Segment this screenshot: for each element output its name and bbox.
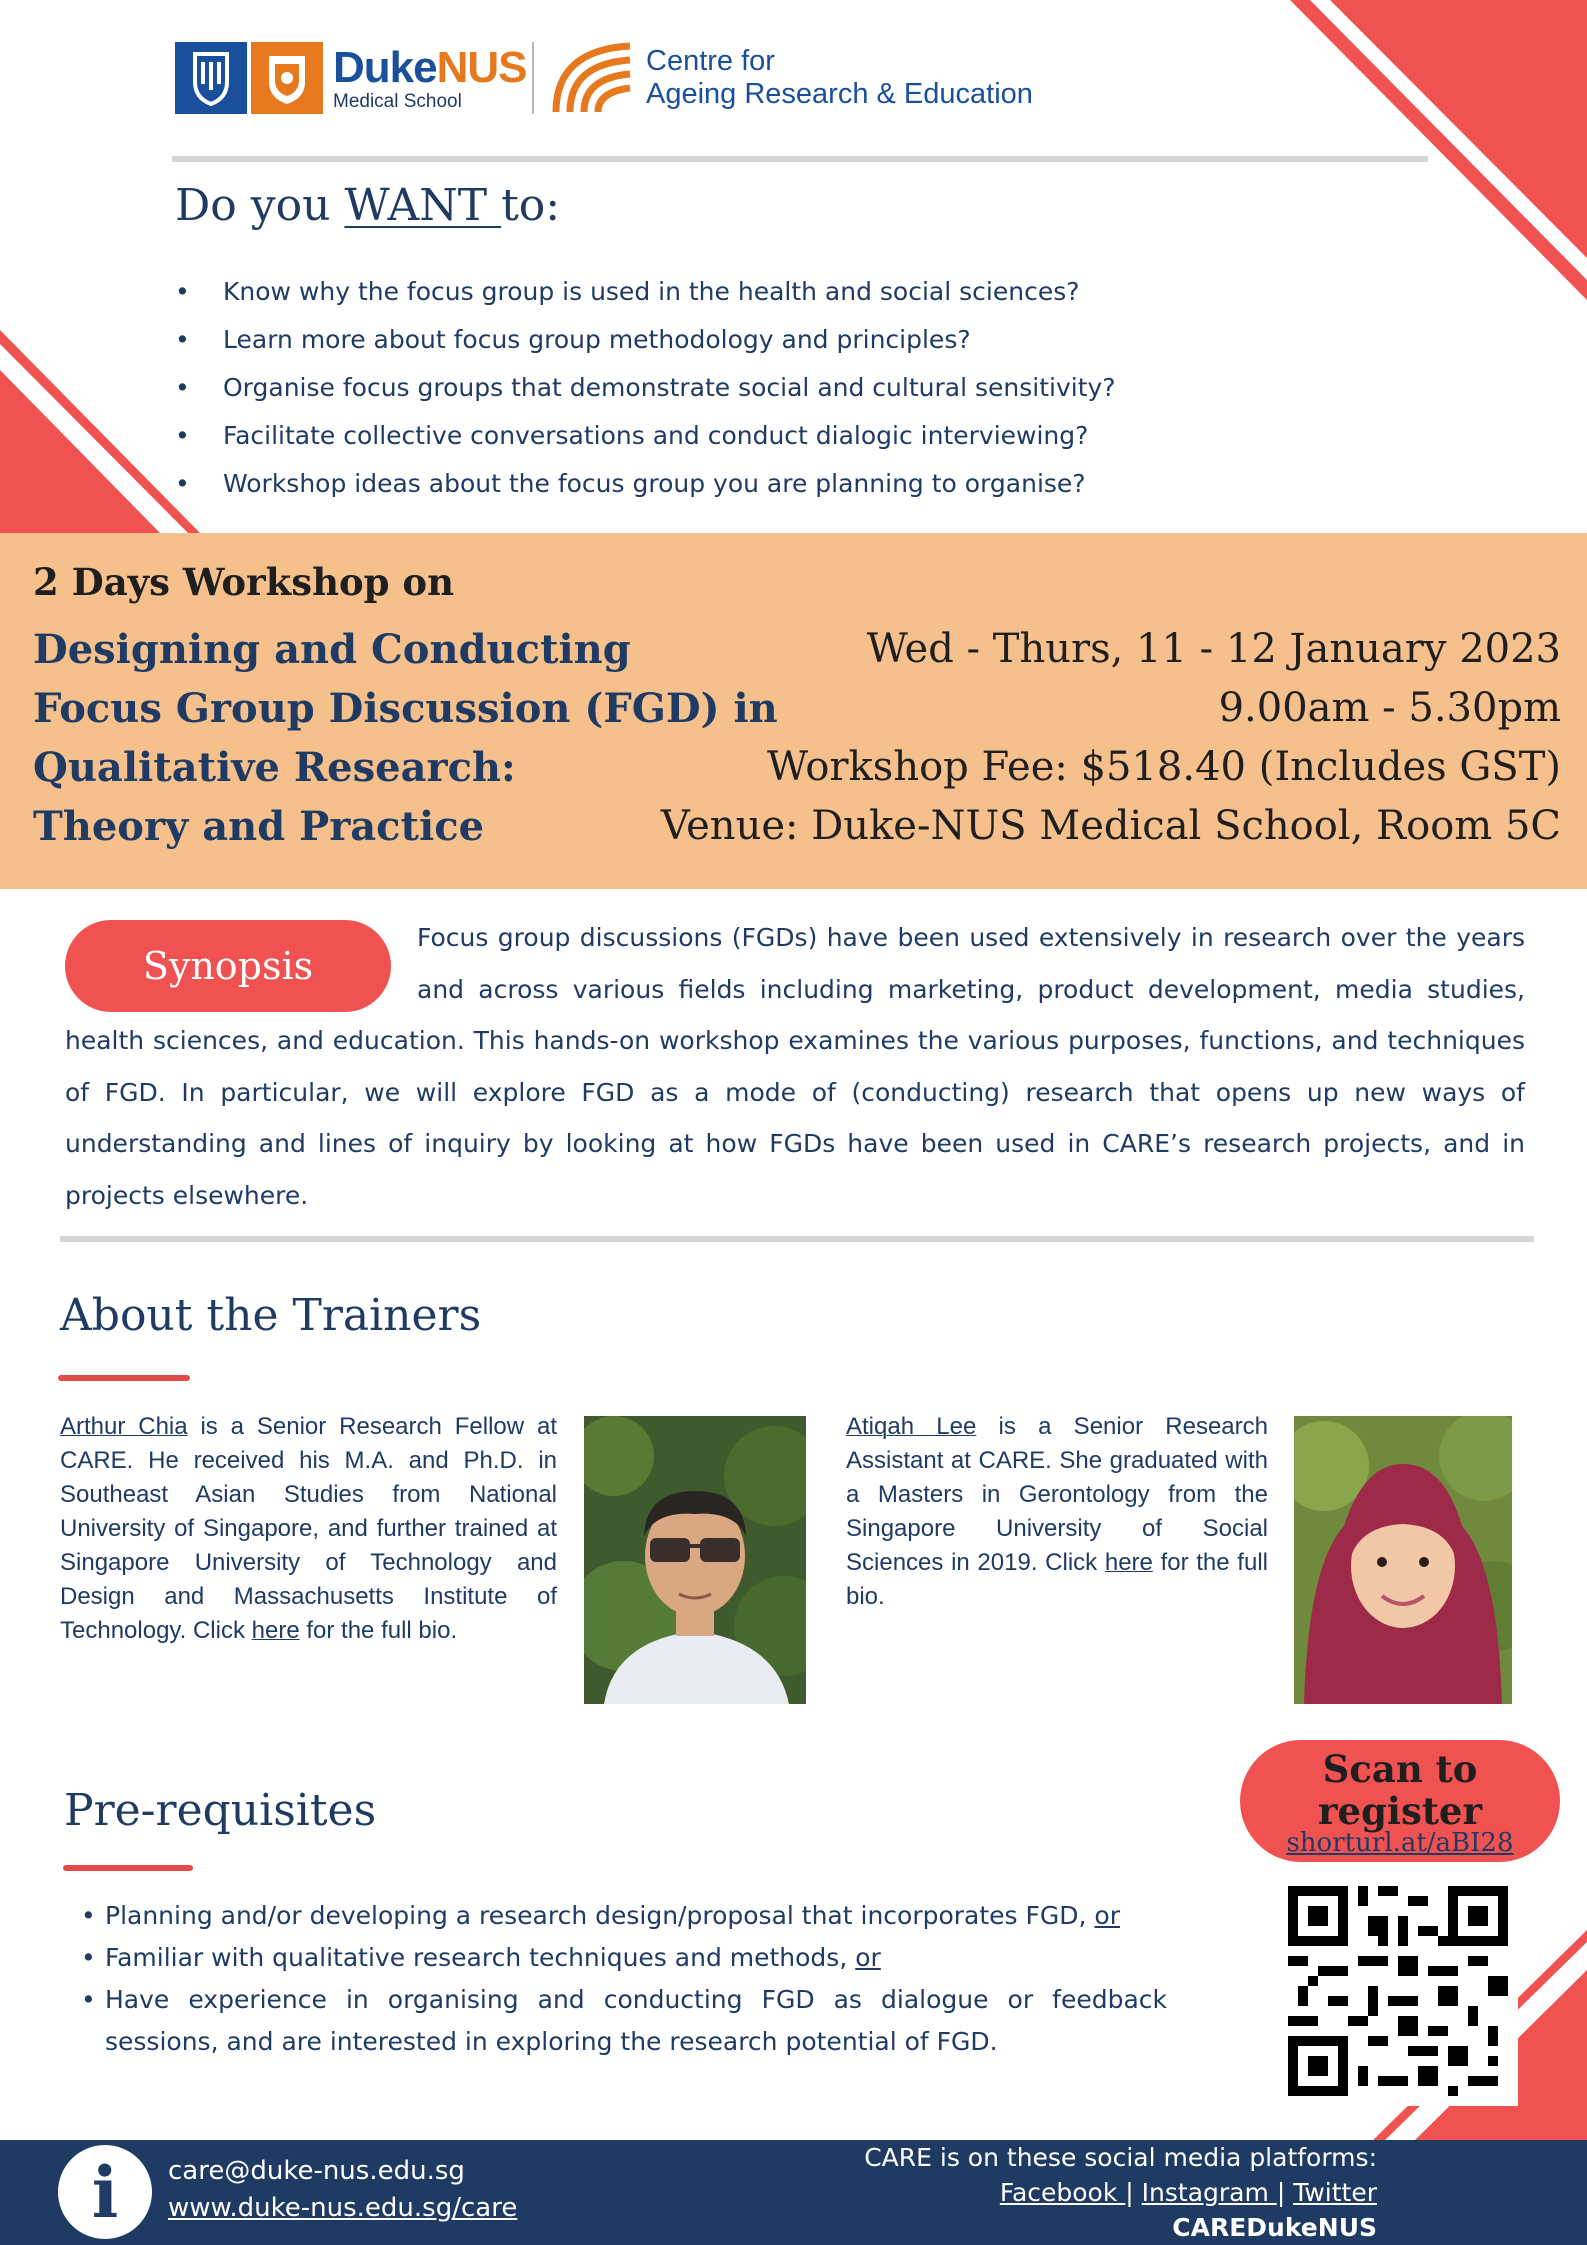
list-item: • Facilitate collective conversations and conduct dialogic interviewing? <box>195 412 1345 460</box>
workshop-venue: Venue: Duke-NUS Medical School, Room 5C <box>660 803 1561 849</box>
full-bio-link[interactable]: here <box>251 1617 300 1644</box>
list-item: • Workshop ideas about the focus group you are planning to organise? <box>195 460 1345 508</box>
contact-email-link[interactable]: care@duke-nus.edu.sg <box>168 2156 465 2186</box>
medical-school-label: Medical School <box>333 90 462 112</box>
trainer-photo-atiqah <box>1294 1416 1512 1704</box>
trainers-title-underline <box>58 1375 190 1381</box>
prerequisites-title: Pre-requisites <box>64 1785 377 1836</box>
footer-contact <box>168 2153 517 2227</box>
intro-title: Do you WANT to: <box>175 180 561 231</box>
social-handle: CAREDukeNUS <box>1172 2213 1377 2242</box>
care-logo[interactable] <box>552 42 1033 114</box>
care-arcs-icon <box>552 42 634 114</box>
workshop-heading: 2 Days Workshop on <box>33 560 454 604</box>
duke-shield-icon <box>175 42 247 114</box>
instagram-link[interactable]: Instagram <box>1141 2178 1277 2207</box>
duke-nus-logo[interactable] <box>175 42 527 114</box>
duke-nus-wordmark: DukeNUS <box>333 42 527 92</box>
trainer-bio-atiqah: Atiqah Lee is a Senior Research Assistant at CARE. She graduated with a Masters in Gerontology from the Singapore University of Social Sciences in 2019. Click here for the full bio. <box>846 1413 1268 1610</box>
trainer-name-link[interactable]: Arthur Chia <box>60 1413 188 1440</box>
social-intro: CARE is on these social media platforms: <box>864 2143 1377 2172</box>
trainer-name-link[interactable]: Atiqah Lee <box>846 1413 977 1440</box>
register-short-link[interactable]: shorturl.at/aBI28 <box>1286 1828 1514 1858</box>
intro-bullet-list <box>195 268 1345 508</box>
synopsis-text: Focus group discussions (FGDs) have been used extensively in research over the years and across various fields including marketing, product development, media studies, health sciences, and education. This hands-on workshop examines the various purposes, functions, and techniques of FGD. In particular, we will explore FGD as a mode of (conducting) research that opens up new ways of understanding and lines of inquiry by looking at how FGDs have been used in CARE’s research projects, and in projects elsewhere. <box>65 923 1525 1210</box>
care-logo-line2: Ageing Research & Education <box>646 78 1033 110</box>
top-right-corner-decoration <box>1290 0 1587 300</box>
workshop-date: Wed - Thurs, 11 - 12 January 2023 <box>866 626 1561 672</box>
care-logo-line1: Centre for <box>646 44 775 77</box>
nus-crest-icon <box>251 42 323 114</box>
trainer-bio-arthur: Arthur Chia is a Senior Research Fellow at CARE. He received his M.A. and Ph.D. in Southeast Asian Studies from National University of Singapore, and further trained at Singapore University of Technology and Design and Massachusetts Institute of Technology. Click here for the full bio. <box>60 1413 557 1644</box>
list-item: • Learn more about focus group methodology and principles? <box>195 316 1345 364</box>
left-corner-decoration <box>0 330 200 533</box>
workshop-fee: Workshop Fee: $518.40 (Includes GST) <box>766 744 1561 790</box>
twitter-link[interactable]: Twitter <box>1293 2178 1377 2207</box>
workshop-time: 9.00am - 5.30pm <box>1218 685 1561 731</box>
list-item: • Organise focus groups that demonstrate social and cultural sensitivity? <box>195 364 1345 412</box>
list-item: • Planning and/or developing a research design/proposal that incorporates FGD, or <box>105 1895 1167 1937</box>
trainers-title: About the Trainers <box>60 1290 482 1341</box>
prerequisites-list <box>105 1895 1167 2063</box>
list-item: • Have experience in organising and conducting FGD as dialogue or feedback sessions, and are interested in exploring the research potential of FGD. <box>105 1979 1167 2063</box>
list-item: • Familiar with qualitative research techniques and methods, or <box>105 1937 1167 1979</box>
full-bio-link[interactable]: here <box>1104 1549 1153 1576</box>
facebook-link[interactable]: Facebook <box>999 2178 1126 2207</box>
header-rule <box>172 156 1428 162</box>
register-qr-code[interactable] <box>1278 1876 1518 2106</box>
synopsis-badge: Synopsis <box>65 920 391 1012</box>
info-icon: i <box>58 2145 152 2239</box>
workshop-details <box>661 620 1561 856</box>
prerequisites-title-underline <box>63 1865 193 1871</box>
website-link[interactable]: www.duke-nus.edu.sg/care <box>168 2193 518 2223</box>
workshop-title: Designing and Conducting Focus Group Discussion (FGD) in Qualitative Research: Theory and Practice <box>33 626 778 850</box>
scan-to-register-label: Scan to register <box>1318 1747 1482 1833</box>
trainer-photo-arthur <box>584 1416 806 1704</box>
logo-divider <box>532 42 534 114</box>
footer-social: CARE is on these social media platforms: Facebook | Instagram | Twitter CAREDukeNUS <box>864 2140 1377 2245</box>
synopsis-rule <box>60 1236 1534 1242</box>
list-item: • Know why the focus group is used in the health and social sciences? <box>195 268 1345 316</box>
